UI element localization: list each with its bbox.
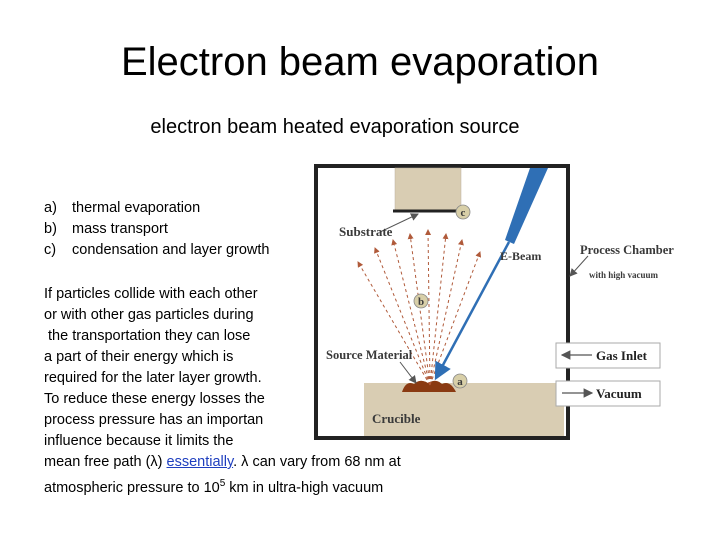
essentially-link[interactable]: essentially [166, 454, 234, 470]
list-item-label: a) [44, 200, 57, 216]
list-item-label: b) [44, 221, 57, 237]
list-item-text: thermal evaporation [72, 200, 201, 216]
paragraph-line: required for the later layer growth. [44, 370, 262, 386]
paragraph-line: To reduce these energy losses the [44, 391, 265, 407]
slide-title: Electron beam evaporation [120, 40, 600, 84]
vacuum-label: Vacuum [596, 386, 642, 401]
marker-a-label: a [457, 376, 463, 388]
marker-c-label: c [460, 207, 466, 219]
crucible-block [364, 383, 564, 436]
substrate-label: Substrate [339, 224, 393, 239]
process-chamber-pointer [570, 256, 588, 276]
paragraph-line: process pressure has an importan [44, 412, 264, 428]
paragraph-line: the transportation they can lose [44, 328, 251, 344]
paragraph-line: or with other gas particles during [44, 307, 254, 323]
list-item-label: c) [44, 242, 57, 258]
e-beam-label: E-Beam [500, 249, 542, 263]
line-text: km in ultra-high vacuum [225, 479, 384, 496]
paragraph-line: If particles collide with each other [44, 286, 258, 302]
marker-b-label: b [417, 296, 425, 308]
exponent: 5 [219, 478, 226, 489]
paragraph-line: influence because it limits the [44, 433, 234, 449]
list-item-text: mass transport [72, 221, 168, 237]
line-text: atmospheric pressure to 10 [44, 479, 220, 496]
gas-inlet-label: Gas Inlet [596, 348, 647, 363]
high-vacuum-label: with high vacuum [589, 270, 659, 280]
process-chamber-label: Process Chamber [580, 243, 674, 257]
slide-subtitle: electron beam heated evaporation source [150, 116, 520, 138]
line-text: mean free path (λ) [44, 454, 167, 470]
crucible-label: Crucible [372, 411, 421, 426]
line-text: . λ can vary from 68 nm at [233, 454, 401, 470]
paragraph-line: a part of their energy which is [44, 349, 234, 365]
list-item-text: condensation and layer growth [72, 242, 270, 258]
source-material-label: Source Material [326, 348, 413, 362]
substrate-block [395, 168, 461, 210]
